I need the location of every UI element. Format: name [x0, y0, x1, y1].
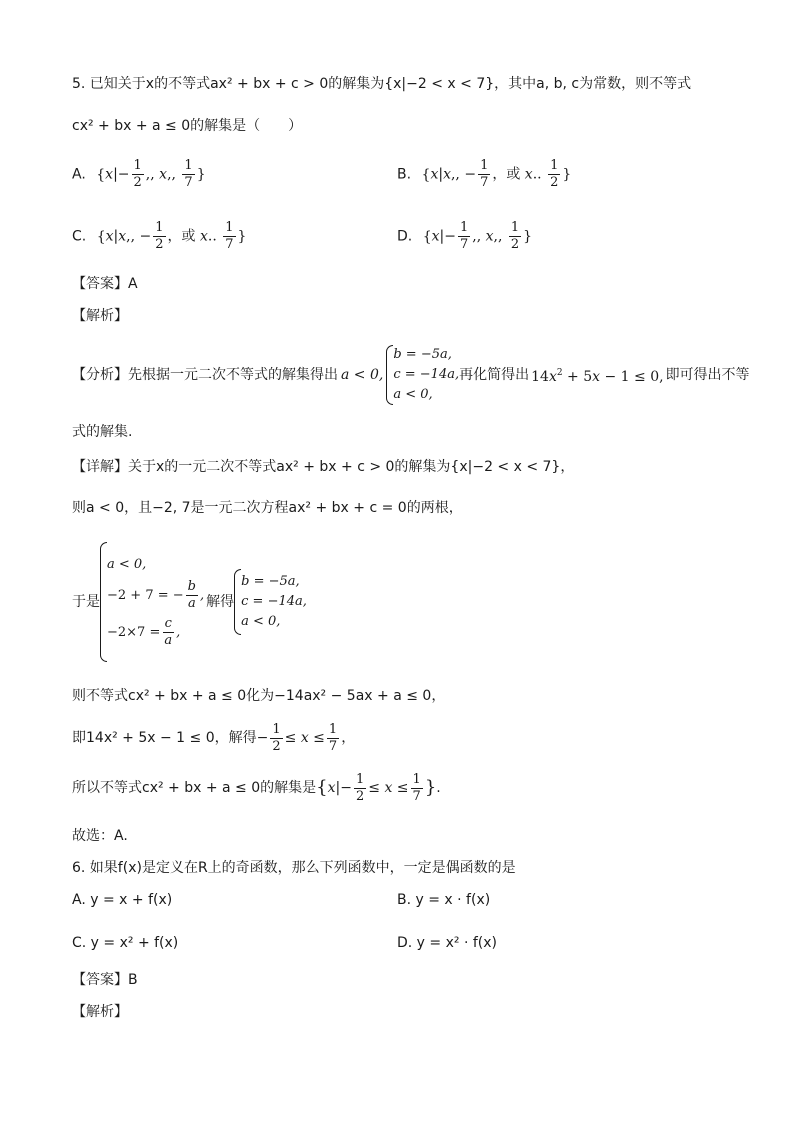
xiangjie-tag: 【详解】 — [72, 459, 128, 475]
q5-stem-line2: cx² + bx + a ≤ 0的解集是（ ） — [72, 118, 303, 134]
q5-option-a: A. {x|− $\frac{1}{2}$ ,, x,, $\frac{1}{7}$ } — [72, 158, 206, 190]
q5-ji-line: 即14x² + 5x − 1 ≤ 0，解得 − $\frac{1}{2}$ ≤ x ≤ $\frac{1}{7}$ ， — [72, 721, 356, 754]
fenxi-text: 先根据一元二次不等式的解集得出 — [128, 367, 338, 383]
q5-fenxi-line2: 式的解集. — [72, 424, 133, 440]
xiangjie-text: 关于x的一元二次不等式ax² + bx + c > 0的解集为{x|−2 < x < 7}， — [128, 459, 575, 475]
fenxi-text: 再化简得出 — [459, 367, 530, 383]
fraction: $\frac{1}{2}$ — [510, 220, 520, 252]
q6-option-b: B. y = x · f(x) — [397, 892, 491, 908]
yushi-text: 于是 — [72, 594, 100, 610]
fraction: $\frac{1}{7}$ — [225, 220, 234, 252]
q5-answer — [72, 274, 138, 294]
fraction: $\frac{1}{2}$ — [133, 158, 142, 190]
suoyi-text: 所以不等式cx² + bx + a ≤ 0的解集是 — [72, 780, 317, 796]
fraction: $\frac{1}{7}$ — [480, 158, 489, 190]
q6-answer — [72, 970, 138, 990]
q5-option-c: C. {x|x,, − $\frac{1}{2}$ ，或 x.. $\frac{1}{7}$ } — [72, 220, 247, 252]
answer-tag: 【答案】 — [72, 276, 128, 292]
fraction: $\frac{1}{7}$ — [459, 220, 469, 252]
answer-tag: 【答案】 — [72, 972, 128, 988]
ji-text: 即14x² + 5x − 1 ≤ 0，解得 — [72, 730, 257, 746]
q5-stem-line1: 5. 已知关于x的不等式ax² + bx + c > 0的解集为{x|−2 < x < 7}，其中a, b, c为常数，则不等式 — [72, 76, 692, 92]
q6-option-d: D. y = x² · f(x) — [397, 935, 497, 951]
fenxi-tag: 【分析】 — [72, 367, 128, 383]
option-label: C. — [72, 228, 87, 245]
q5-xiangjie-line1 — [72, 457, 574, 477]
q5-suoyi-line: 所以不等式cx² + bx + a ≤ 0的解集是 { x | − $\frac{1}{2}$ ≤ x ≤ $\frac{1}{7}$ } . — [72, 771, 441, 804]
equation-system: b = −5a, c = −14a, a < 0, — [234, 569, 307, 635]
fraction: $\frac{1}{2}$ — [155, 220, 164, 252]
q5-xiangjie-line2: 则a < 0，且−2, 7是一元二次方程ax² + bx + c = 0的两根， — [72, 500, 463, 516]
q5-guxuan: 故选：A. — [72, 828, 128, 844]
q5-analysis-tag: 【解析】 — [72, 308, 128, 324]
equation-system: b = −5a, c = −14a, a < 0, — [386, 345, 459, 405]
option-label: D. — [397, 228, 413, 245]
q6-option-c: C. y = x² + f(x) — [72, 935, 179, 951]
q5-fenxi: 【分析】 先根据一元二次不等式的解集得出 a < 0, b = −5a, c = −14a, a < 0, 再化简得出 $14x^2 + 5x - 1 \le 0$, 即可得出不等 — [72, 340, 750, 410]
q6-option-a: A. y = x + f(x) — [72, 892, 173, 908]
equation-system: a < 0, −2 + 7 = − $\frac{b}{a}$ , −2×7 = $\frac{c}{a}$ , — [100, 542, 204, 662]
q5-transform-line: 则不等式cx² + bx + a ≤ 0化为−14ax² − 5ax + a ≤ 0， — [72, 688, 446, 704]
fenxi-text: 即可得出不等 — [665, 367, 750, 383]
fraction: $\frac{1}{7}$ — [184, 158, 193, 190]
answer-value: B — [128, 972, 138, 988]
jiede-text: 解得 — [206, 594, 235, 610]
q5-option-d: D. {x|− $\frac{1}{7}$ ,, x,, $\frac{1}{2}$ } — [397, 220, 533, 252]
fraction: $\frac{1}{2}$ — [550, 158, 559, 190]
option-label: B. — [397, 166, 412, 183]
q6-stem: 6. 如果f(x)是定义在R上的奇函数，那么下列函数中，一定是偶函数的是 — [72, 860, 516, 876]
q6-analysis-tag: 【解析】 — [72, 1004, 128, 1020]
option-label: A. — [72, 166, 86, 183]
answer-value: A — [128, 276, 138, 292]
q5-option-b: B. {x|x,, − $\frac{1}{7}$ ，或 x.. $\frac{1}{2}$ } — [397, 158, 572, 190]
q5-system-block — [72, 540, 307, 664]
